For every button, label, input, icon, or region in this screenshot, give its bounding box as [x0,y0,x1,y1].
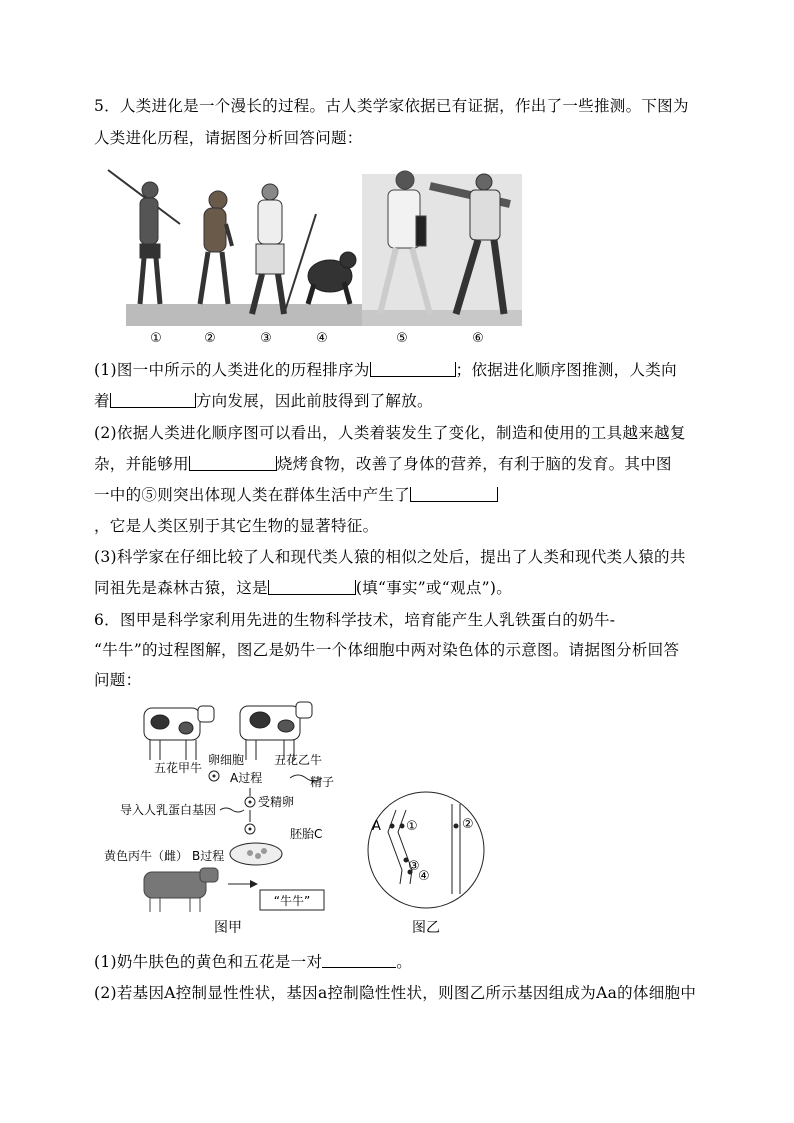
mark-2: ② [462,817,474,832]
label-gene: 导入人乳蛋白基因 [120,803,217,817]
figure-label-5: ⑤ [396,331,408,346]
cow-icon-a [144,706,214,760]
caption-jia: 图甲 [214,920,242,936]
figure-label-6: ⑥ [472,331,484,346]
label-cow-a: 五花甲牛 [154,761,203,775]
cow-icon-b [240,702,312,760]
answer-blank-4[interactable] [410,487,498,502]
q5-p1-line: (1)图一中所示的人类进化的历程排序为 ；依据进化顺序图推测，人类向 [94,361,677,379]
q6-line3: 问题： [94,671,142,689]
q5-line2: 人类进化历程，请据图分析回答问题： [94,129,363,147]
answer-blank-1[interactable] [370,362,456,377]
figure-label-4: ④ [316,331,328,346]
caption-yi: 图乙 [412,920,440,936]
q5-line1: 5．人类进化是一个漫长的过程。古人类学家依据已有证据，作出了一些推测。下图为 [94,97,689,115]
human-evolution-figure [100,164,530,350]
label-cow-b: 五花乙牛 [274,753,323,767]
label-egg: 卵细胞 [208,753,245,767]
answer-blank-6[interactable] [322,953,396,968]
label-a: A [372,819,381,834]
figure-yi [356,780,496,940]
answer-blank-3[interactable] [189,456,277,471]
human-figure-1 [108,170,180,304]
q5-p1-line2: 着 方向发展，因此前肢得到了解放。 [94,392,433,410]
q6-line1: 6．图甲是科学家利用先进的生物科学技术，培育能产生人乳铁蛋白的奶牛- [94,611,616,629]
label-process-b: B过程 [192,849,225,863]
q5-p2-line2: 杂，并能够用 烧烤食物，改善了身体的营养，有利于脑的发育。其中图 [94,455,672,473]
human-figure-3 [252,184,316,314]
label-cow-c: 黄色丙牛（雌） [104,849,189,863]
human-figure-2 [200,191,232,304]
q6-p1-line: (1)奶牛肤色的黄色和五花是一对 。 [94,953,413,971]
label-embryo: 胚胎C [290,827,323,841]
cow-icon-c [144,868,218,912]
label-sperm: 精子 [310,775,335,789]
mark-1: ① [406,819,418,834]
q5-p3-line1: (3)科学家在仔细比较了人和现代类人猿的相似之处后，提出了人类和现代类人猿的共 [94,548,686,566]
q5-p3-line2: 同祖先是森林古猿，这是 (填“事实”或“观点”)。 [94,579,513,597]
figure-label-1: ① [150,331,162,346]
figure-label-2: ② [204,331,216,346]
figure-jia [100,696,360,940]
figure-label-3: ③ [260,331,272,346]
q6-p2-line: (2)若基因A控制显性性状，基因a控制隐性性状，则图乙所示基因组成为Aa的体细胞中 [94,984,697,1002]
mark-3: ③ [408,859,420,874]
label-result: “牛牛” [273,894,311,908]
label-process-a: A过程 [230,771,263,785]
q5-p2-line1: (2)依据人类进化顺序图可以看出，人类着装发生了变化，制造和使用的工具越来越复 [94,424,686,442]
q5-p2-line3: 一中的⑤则突出体现人类在群体生活中产生了 [94,485,498,505]
answer-blank-2[interactable] [110,393,196,408]
label-fertilized: 受精卵 [258,795,295,809]
q5-p2-line4: ，它是人类区别于其它生物的显著特征。 [94,517,379,535]
answer-blank-5[interactable] [268,580,356,595]
q6-line2: “牛牛”的过程图解，图乙是奶牛一个体细胞中两对染色体的示意图。请据图分析回答 [94,641,680,659]
human-figure-4 [308,252,356,304]
mark-4: ④ [418,869,430,884]
